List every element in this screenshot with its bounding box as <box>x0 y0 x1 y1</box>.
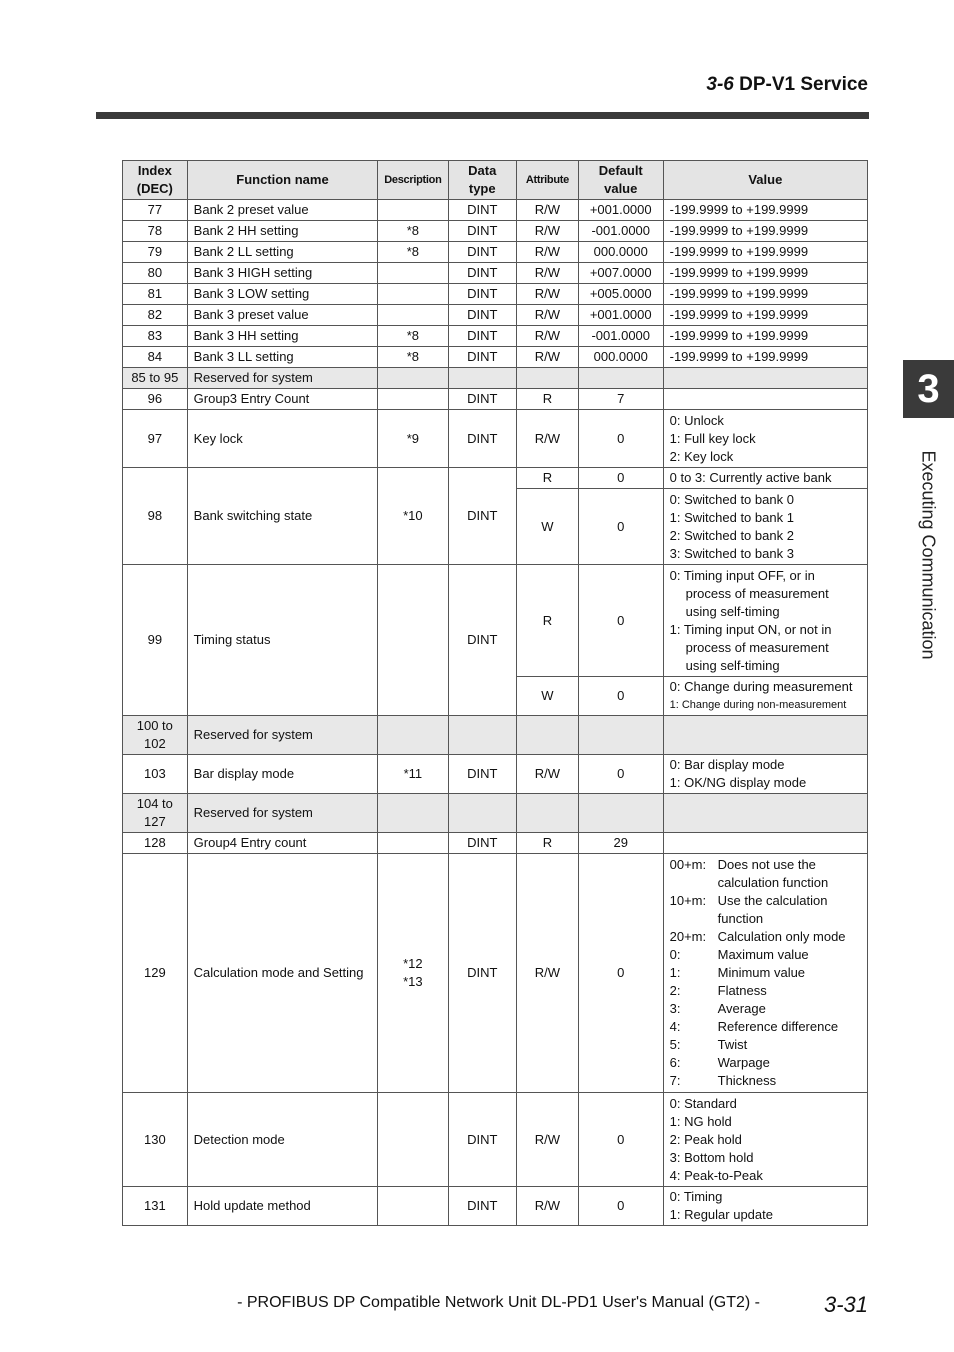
cell-attribute: R <box>516 833 578 854</box>
cell-attribute: R/W <box>516 755 578 794</box>
cell-function-name: Reserved for system <box>187 716 378 755</box>
value-line: using self-timing <box>685 603 780 619</box>
cell-value <box>663 1093 867 1187</box>
cell-index: 85 to 95 <box>123 368 188 389</box>
cell-data-type: DINT <box>448 755 516 794</box>
cell-index: 104 to 127 <box>123 794 188 833</box>
value-line: 7: Thickness <box>669 1073 777 1088</box>
cell-value: -199.9999 to +199.9999 <box>663 347 867 368</box>
cell-function-name: Bank 3 HIGH setting <box>187 263 378 284</box>
cell-index: 98 <box>123 468 188 565</box>
cell-index: 128 <box>123 833 188 854</box>
cell-function-name: Bank 3 HH setting <box>187 326 378 347</box>
cell-description <box>378 1093 448 1187</box>
cell-index: 83 <box>123 326 188 347</box>
cell-attribute: R/W <box>516 1093 578 1187</box>
cell-function-name: Detection mode <box>187 1093 378 1187</box>
cell-description: *8 <box>378 221 448 242</box>
header-default-value: Default value <box>578 161 663 200</box>
cell-default: +001.0000 <box>578 200 663 221</box>
cell-description <box>378 1187 448 1226</box>
cell-default: 0 <box>578 468 663 489</box>
cell-attribute: R/W <box>516 854 578 1093</box>
value-line: 00+m: Does not use the calculation function <box>669 857 829 890</box>
cell-index: 129 <box>123 854 188 1093</box>
cell-index: 130 <box>123 1093 188 1187</box>
cell-function-name: Key lock <box>187 410 378 468</box>
cell-description <box>378 565 448 716</box>
cell-attribute: R <box>516 389 578 410</box>
cell-value: -199.9999 to +199.9999 <box>663 200 867 221</box>
value-line: 20+m: Calculation only mode <box>669 929 846 944</box>
footer-manual-title: - PROFIBUS DP Compatible Network Unit DL-PD1 User's Manual (GT2) - <box>237 1294 760 1311</box>
value-line: 2: Flatness <box>669 983 767 998</box>
table-row <box>123 854 868 1093</box>
cell-index: 80 <box>123 263 188 284</box>
cell-value: 0 to 3: Currently active bank <box>663 468 867 489</box>
value-line: 0: Unlock <box>669 412 724 428</box>
value-line: 10+m: Use the calculation function <box>669 893 828 926</box>
cell-value: -199.9999 to +199.9999 <box>663 284 867 305</box>
cell-default: 29 <box>578 833 663 854</box>
cell-default: 0 <box>578 489 663 565</box>
cell-default: -001.0000 <box>578 221 663 242</box>
cell-value <box>663 489 867 565</box>
table-row <box>123 565 868 677</box>
section-name: DP-V1 Service <box>739 74 868 95</box>
cell-index: 97 <box>123 410 188 468</box>
cell-default: 0 <box>578 565 663 677</box>
chapter-tab: 3 <box>903 360 954 418</box>
table-row <box>123 1187 868 1226</box>
value-line: 1: NG hold <box>669 1113 732 1129</box>
cell-function-name: Hold update method <box>187 1187 378 1226</box>
cell-data-type: DINT <box>448 326 516 347</box>
cell-attribute: R/W <box>516 1187 578 1226</box>
cell-default: 0 <box>578 1093 663 1187</box>
cell-function-name: Bar display mode <box>187 755 378 794</box>
value-line: 2: Peak hold <box>669 1131 742 1147</box>
value-line: 5: Twist <box>669 1037 748 1052</box>
value-line: 3: Switched to bank 3 <box>669 545 794 561</box>
cell-default: 0 <box>578 1187 663 1226</box>
value-line: 1: Change during non-measurement <box>669 699 847 711</box>
cell-description: *8 <box>378 326 448 347</box>
cell-data-type: DINT <box>448 305 516 326</box>
header-value: Value <box>663 161 867 200</box>
cell-description: *12 *13 <box>378 854 448 1093</box>
cell-function-name: Bank 2 HH setting <box>187 221 378 242</box>
cell-index: 81 <box>123 284 188 305</box>
table-row <box>123 410 868 468</box>
cell-attribute: R/W <box>516 200 578 221</box>
cell-attribute: R/W <box>516 326 578 347</box>
table-row <box>123 221 868 242</box>
cell-description <box>378 284 448 305</box>
table-row-reserved <box>123 368 868 389</box>
table-row <box>123 263 868 284</box>
cell-description: *8 <box>378 347 448 368</box>
value-line: process of measurement <box>685 585 829 601</box>
cell-index: 78 <box>123 221 188 242</box>
cell-index: 77 <box>123 200 188 221</box>
value-line: 4: Reference difference <box>669 1019 839 1034</box>
value-line: 3: Bottom hold <box>669 1149 754 1165</box>
table-row <box>123 200 868 221</box>
table-row <box>123 833 868 854</box>
cell-attribute: R <box>516 565 578 677</box>
value-line: 0: Timing input OFF, or in <box>669 567 815 583</box>
cell-value <box>663 1187 867 1226</box>
cell-index: 100 to 102 <box>123 716 188 755</box>
cell-description: *11 <box>378 755 448 794</box>
cell-index: 96 <box>123 389 188 410</box>
cell-default: 0 <box>578 410 663 468</box>
cell-description <box>378 305 448 326</box>
cell-index: 99 <box>123 565 188 716</box>
cell-function-name: Bank 2 preset value <box>187 200 378 221</box>
table-row <box>123 242 868 263</box>
value-line: 0: Timing <box>669 1189 723 1204</box>
cell-value: -199.9999 to +199.9999 <box>663 263 867 284</box>
cell-data-type: DINT <box>448 854 516 1093</box>
cell-data-type: DINT <box>448 200 516 221</box>
cell-function-name: Reserved for system <box>187 794 378 833</box>
cell-data-type: DINT <box>448 389 516 410</box>
cell-function-name: Bank 3 LOW setting <box>187 284 378 305</box>
cell-index: 131 <box>123 1187 188 1226</box>
value-line: using self-timing <box>685 657 780 673</box>
value-line: process of measurement <box>685 639 829 655</box>
header-index: Index (DEC) <box>123 161 188 200</box>
header-data-type: Data type <box>448 161 516 200</box>
cell-value <box>663 854 867 1093</box>
value-line: 2: Key lock <box>669 448 734 464</box>
table-row <box>123 1093 868 1187</box>
table-header-row <box>123 161 868 200</box>
table-row <box>123 284 868 305</box>
header-attribute: Attribute <box>516 161 578 200</box>
value-line: 1: OK/NG display mode <box>669 775 807 790</box>
cell-function-name: Bank 2 LL setting <box>187 242 378 263</box>
cell-description <box>378 263 448 284</box>
cell-data-type: DINT <box>448 468 516 565</box>
table-row-reserved <box>123 794 868 833</box>
cell-data-type: DINT <box>448 284 516 305</box>
table-row <box>123 755 868 794</box>
cell-default: -001.0000 <box>578 326 663 347</box>
cell-function-name: Group4 Entry count <box>187 833 378 854</box>
cell-description: *8 <box>378 242 448 263</box>
cell-data-type: DINT <box>448 833 516 854</box>
cell-function-name: Group3 Entry Count <box>187 389 378 410</box>
value-line: 3: Average <box>669 1001 766 1016</box>
cell-function-name: Reserved for system <box>187 368 378 389</box>
cell-default: +007.0000 <box>578 263 663 284</box>
cell-attribute: R/W <box>516 410 578 468</box>
cell-value <box>663 565 867 677</box>
value-line: 1: Regular update <box>669 1207 773 1222</box>
parameter-table <box>122 160 868 1226</box>
cell-data-type: DINT <box>448 565 516 716</box>
table-row <box>123 347 868 368</box>
cell-data-type: DINT <box>448 347 516 368</box>
value-line: 1: Minimum value <box>669 965 806 980</box>
cell-attribute: R/W <box>516 221 578 242</box>
cell-attribute: R/W <box>516 284 578 305</box>
cell-attribute: R/W <box>516 263 578 284</box>
cell-attribute: R/W <box>516 305 578 326</box>
cell-default: 0 <box>578 755 663 794</box>
value-line: 1: Switched to bank 1 <box>669 509 794 525</box>
cell-value <box>663 833 867 854</box>
cell-index: 82 <box>123 305 188 326</box>
cell-attribute: R <box>516 468 578 489</box>
cell-description <box>378 200 448 221</box>
cell-function-name: Timing status <box>187 565 378 716</box>
section-title <box>706 74 868 96</box>
cell-default: 0 <box>578 854 663 1093</box>
value-line: 4: Peak-to-Peak <box>669 1167 763 1183</box>
value-line: 1: Timing input ON, or not in <box>669 621 832 637</box>
cell-value <box>663 677 867 716</box>
cell-value <box>663 389 867 410</box>
cell-description: *9 <box>378 410 448 468</box>
cell-data-type: DINT <box>448 263 516 284</box>
cell-default: 000.0000 <box>578 242 663 263</box>
cell-data-type: DINT <box>448 221 516 242</box>
cell-function-name: Bank 3 preset value <box>187 305 378 326</box>
cell-index: 79 <box>123 242 188 263</box>
cell-default: 7 <box>578 389 663 410</box>
value-line: 0: Switched to bank 0 <box>669 491 794 507</box>
cell-data-type: DINT <box>448 1093 516 1187</box>
cell-value: -199.9999 to +199.9999 <box>663 326 867 347</box>
title-rule <box>96 112 869 119</box>
chapter-side-label: Executing Communication <box>918 450 939 660</box>
value-line: 6: Warpage <box>669 1055 770 1070</box>
header-description: Description <box>378 161 448 200</box>
value-line: 0: Bar display mode <box>669 757 785 772</box>
cell-value: -199.9999 to +199.9999 <box>663 305 867 326</box>
header-function-name: Function name <box>187 161 378 200</box>
cell-description <box>378 389 448 410</box>
cell-function-name: Bank switching state <box>187 468 378 565</box>
cell-description: *10 <box>378 468 448 565</box>
cell-function-name: Calculation mode and Setting <box>187 854 378 1093</box>
cell-attribute: R/W <box>516 242 578 263</box>
cell-attribute: W <box>516 489 578 565</box>
cell-default: +005.0000 <box>578 284 663 305</box>
cell-attribute: W <box>516 677 578 716</box>
table-row-reserved <box>123 716 868 755</box>
section-number: 3-6 <box>706 74 734 95</box>
cell-default: 000.0000 <box>578 347 663 368</box>
cell-value <box>663 410 867 468</box>
cell-data-type: DINT <box>448 1187 516 1226</box>
cell-value: -199.9999 to +199.9999 <box>663 242 867 263</box>
table-row <box>123 468 868 489</box>
cell-description <box>378 833 448 854</box>
cell-data-type: DINT <box>448 242 516 263</box>
cell-value <box>663 755 867 794</box>
cell-default: +001.0000 <box>578 305 663 326</box>
value-line: 0: Maximum value <box>669 947 809 962</box>
value-line: 0: Change during measurement <box>669 679 853 694</box>
table-row <box>123 389 868 410</box>
cell-value: -199.9999 to +199.9999 <box>663 221 867 242</box>
value-line: 0: Standard <box>669 1095 737 1111</box>
table-row <box>123 305 868 326</box>
cell-function-name: Bank 3 LL setting <box>187 347 378 368</box>
cell-data-type: DINT <box>448 410 516 468</box>
cell-index: 84 <box>123 347 188 368</box>
cell-index: 103 <box>123 755 188 794</box>
cell-default: 0 <box>578 677 663 716</box>
value-line: 2: Switched to bank 2 <box>669 527 794 543</box>
value-line: 1: Full key lock <box>669 430 756 446</box>
page-number: 3-31 <box>823 1292 868 1317</box>
table-row <box>123 326 868 347</box>
cell-attribute: R/W <box>516 347 578 368</box>
